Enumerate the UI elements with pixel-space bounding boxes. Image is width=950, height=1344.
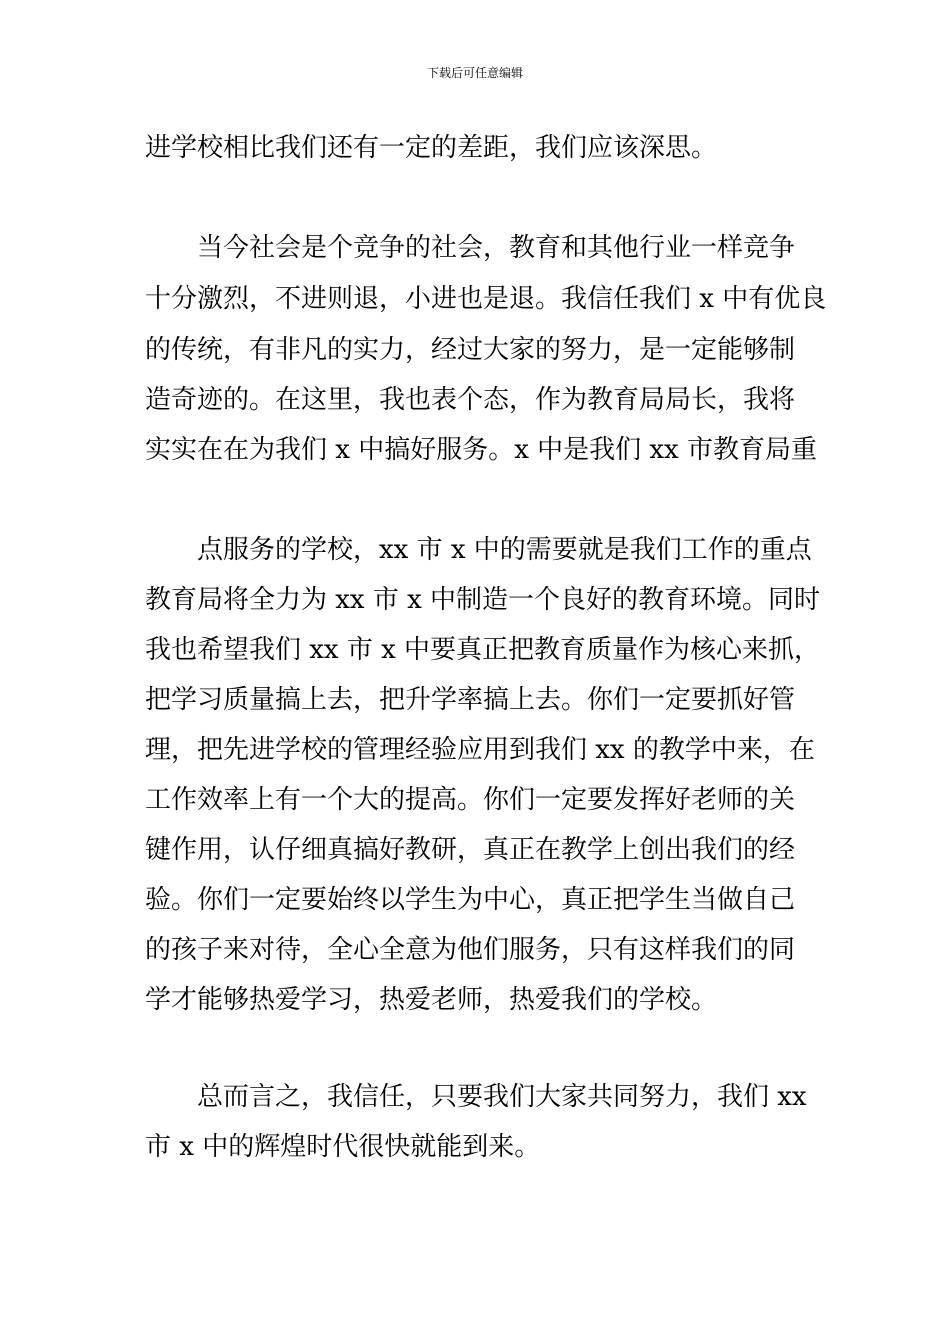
paragraph-2-line-5: 实实在在为我们 x 中搞好服务。x 中是我们 xx 市教育局重 (145, 435, 817, 465)
paragraph-3-line-1: 点服务的学校，xx 市 x 中的需要就是我们工作的重点 (197, 535, 812, 565)
paragraph-3-line-2: 教育局将全力为 xx 市 x 中制造一个良好的教育环境。同时 (145, 585, 821, 615)
paragraph-3-line-5: 理，把先进学校的管理经验应用到我们 xx 的教学中来，在 (145, 735, 815, 765)
paragraph-3-line-10: 学才能够热爱学习，热爱老师，热爱我们的学校。 (145, 985, 718, 1015)
paragraph-3-line-7: 键作用，认仔细真搞好教研，真正在教学上创出我们的经 (145, 835, 796, 865)
paragraph-2-line-2: 十分激烈，不进则退，小进也是退。我信任我们 x 中有优良 (145, 284, 827, 314)
paragraph-3-line-3: 我也希望我们 xx 市 x 中要真正把教育质量作为核心来抓， (145, 635, 821, 665)
paragraph-1-line-1: 进学校相比我们还有一定的差距，我们应该深思。 (145, 133, 718, 163)
paragraph-2-line-1: 当今社会是个竞争的社会，教育和其他行业一样竞争 (197, 233, 796, 263)
paragraph-3-line-8: 验。你们一定要始终以学生为中心，真正把学生当做自己 (145, 885, 796, 915)
paragraph-4-line-2: 市 x 中的辉煌时代很快就能到来。 (145, 1132, 541, 1162)
paragraph-3-line-9: 的孩子来对待，全心全意为他们服务，只有这样我们的同 (145, 935, 796, 965)
paragraph-2-line-4: 造奇迹的。在这里，我也表个态，作为教育局局长，我将 (145, 385, 796, 415)
paragraph-3-line-4: 把学习质量搞上去，把升学率搞上去。你们一定要抓好管 (145, 685, 796, 715)
paragraph-2-line-3: 的传统，有非凡的实力，经过大家的努力，是一定能够制 (145, 335, 796, 365)
page-header: 下载后可任意编辑 (426, 66, 523, 80)
paragraph-3-line-6: 工作效率上有一个大的提高。你们一定要发挥好老师的关 (145, 785, 796, 815)
paragraph-4-line-1: 总而言之，我信任，只要我们大家共同努力，我们 xx (197, 1082, 807, 1112)
